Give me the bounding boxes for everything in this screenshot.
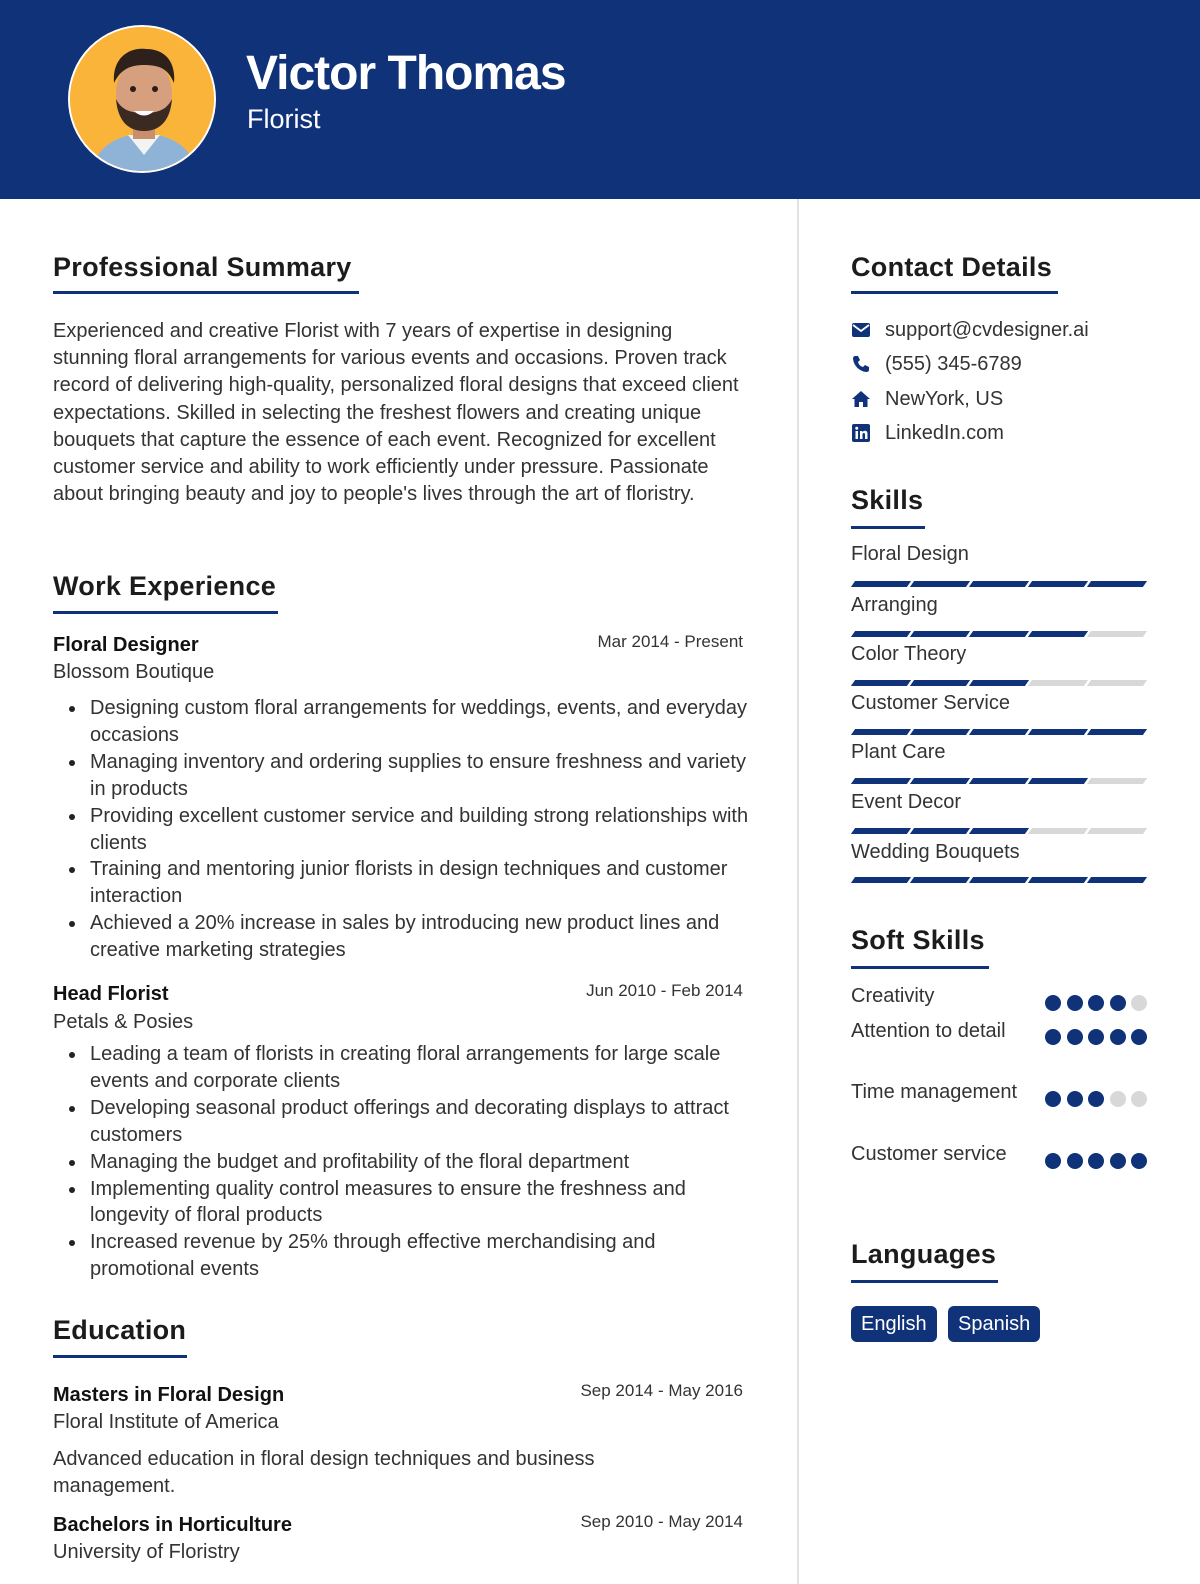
contact-text: NewYork, US <box>885 387 1004 410</box>
list-item: Managing inventory and ordering supplies to ensure freshness and variety in products <box>90 749 750 803</box>
list-item: Increased revenue by 25% through effective merchandising and promotional events <box>90 1229 750 1283</box>
job-company: Petals & Posies <box>53 1011 194 1033</box>
rating-dot <box>1110 1029 1126 1045</box>
skill-level-segment <box>1028 877 1088 883</box>
skill-name: Customer Service <box>851 692 1010 714</box>
rating-dot <box>1067 1091 1083 1107</box>
skill-level-segment <box>1028 729 1088 735</box>
column-divider <box>797 199 799 1584</box>
degree-title: Masters in Floral Design <box>53 1384 285 1406</box>
skill-name: Floral Design <box>851 543 969 565</box>
list-item: Providing excellent customer service and building strong relationships with clients <box>90 803 750 857</box>
soft-skill-rating <box>1045 1153 1155 1169</box>
candidate-role: Florist <box>247 104 321 134</box>
soft-skill-rating <box>1045 995 1155 1011</box>
rating-dot <box>1045 1091 1061 1107</box>
language-badge-english: English <box>851 1306 937 1342</box>
list-item: Training and mentoring junior florists in design techniques and customer interaction <box>90 856 750 910</box>
skill-level-segment <box>910 828 970 834</box>
language-badge-spanish: Spanish <box>948 1306 1040 1342</box>
job-title: Floral Designer <box>53 634 199 656</box>
school-name: Floral Institute of America <box>53 1411 279 1433</box>
skill-level-segment <box>910 729 970 735</box>
contact-text: support@cvdesigner.ai <box>885 318 1089 341</box>
soft-skill-rating <box>1045 1091 1155 1107</box>
list-item: Implementing quality control measures to ensure the freshness and longevity of floral products <box>90 1176 750 1230</box>
skill-level-segment <box>969 631 1029 637</box>
skill-level-segment <box>1087 729 1147 735</box>
education-dates: Sep 2014 - May 2016 <box>580 1381 743 1400</box>
contact-text: LinkedIn.com <box>885 421 1004 444</box>
skill-name: Plant Care <box>851 741 946 763</box>
skills-heading: Skills <box>851 485 924 515</box>
rating-dot <box>1110 1153 1126 1169</box>
job-company: Blossom Boutique <box>53 661 215 683</box>
skill-name: Arranging <box>851 594 938 616</box>
education-heading: Education <box>53 1315 187 1345</box>
rating-dot <box>1131 1153 1147 1169</box>
job-bullets <box>90 1041 750 1283</box>
contact-heading: Contact Details <box>851 252 1053 282</box>
skill-level-segment <box>1028 581 1088 587</box>
skill-name: Color Theory <box>851 643 967 665</box>
rating-dot <box>1131 1029 1147 1045</box>
rating-dot <box>1088 1153 1104 1169</box>
skill-level-segment <box>851 581 911 587</box>
skill-level-segment <box>910 631 970 637</box>
contact-underline <box>851 291 1058 294</box>
rating-dot <box>1131 1091 1147 1107</box>
resume-header <box>0 0 1200 199</box>
candidate-name: Victor Thomas <box>246 47 566 100</box>
skill-level-segment <box>1087 581 1147 587</box>
education-description: Advanced education in floral design techniques and business management. <box>53 1448 595 1497</box>
skill-level-bar <box>851 581 1147 587</box>
languages-heading: Languages <box>851 1239 997 1269</box>
rating-dot <box>1088 1091 1104 1107</box>
person-photo-icon <box>70 27 216 173</box>
skill-level-segment <box>1087 828 1147 834</box>
skill-level-segment <box>969 581 1029 587</box>
contact-text: (555) 345-6789 <box>885 352 1022 375</box>
rating-dot <box>1045 1153 1061 1169</box>
job-title: Head Florist <box>53 983 169 1005</box>
experience-heading: Work Experience <box>53 571 277 601</box>
job-bullets <box>90 695 750 964</box>
list-item: Developing seasonal product offerings and decorating displays to attract customers <box>90 1095 750 1149</box>
rating-dot <box>1045 995 1061 1011</box>
rating-dot <box>1067 1153 1083 1169</box>
education-underline <box>53 1355 187 1358</box>
skill-level-segment <box>1028 828 1088 834</box>
rating-dot <box>1067 995 1083 1011</box>
skill-level-segment <box>969 680 1029 686</box>
avatar <box>68 25 216 173</box>
soft-skills-heading: Soft Skills <box>851 925 985 955</box>
rating-dot <box>1131 995 1147 1011</box>
skill-level-segment <box>851 631 911 637</box>
skill-level-bar <box>851 680 1147 686</box>
summary-heading: Professional Summary <box>53 252 352 282</box>
skill-name: Wedding Bouquets <box>851 841 1020 863</box>
skill-level-segment <box>851 729 911 735</box>
skill-level-bar <box>851 877 1147 883</box>
skill-level-segment <box>1087 877 1147 883</box>
skill-level-segment <box>969 778 1029 784</box>
skill-level-segment <box>969 877 1029 883</box>
skill-level-segment <box>1087 680 1147 686</box>
skill-level-bar <box>851 828 1147 834</box>
list-item: Managing the budget and profitability of the floral department <box>90 1149 750 1176</box>
skill-level-segment <box>1028 631 1088 637</box>
soft-skill-name: Customer service <box>851 1143 1007 1165</box>
skill-level-segment <box>851 680 911 686</box>
list-item: Designing custom floral arrangements for weddings, events, and everyday occasions <box>90 695 750 749</box>
summary-underline <box>53 291 359 294</box>
skill-level-segment <box>1087 631 1147 637</box>
envelope-icon <box>851 320 871 340</box>
contact-location <box>851 387 1003 411</box>
job-dates: Mar 2014 - Present <box>597 632 743 651</box>
skills-underline <box>851 526 925 529</box>
skill-level-bar <box>851 729 1147 735</box>
list-item: Leading a team of florists in creating floral arrangements for large scale events and corporate clients <box>90 1041 750 1095</box>
list-item: Achieved a 20% increase in sales by introducing new product lines and creative marketing strategies <box>90 910 750 964</box>
summary-text: Experienced and creative Florist with 7 years of expertise in designing stunning floral arrangements for various events and occasions. Proven track record of delivering high-quality, personalized floral designs that exceed client expectations. Skilled in selecting the freshest flowers and creating unique bouquets that capture the essence of each event. Recognized for excellent customer service and ability to work efficiently under pressure. Passionate about bringing beauty and joy to people's lives through the art of floristry. <box>53 320 739 506</box>
skill-level-segment <box>910 581 970 587</box>
skill-level-segment <box>1028 680 1088 686</box>
contact-phone[interactable] <box>851 352 1022 376</box>
rating-dot <box>1045 1029 1061 1045</box>
experience-underline <box>53 611 278 614</box>
skill-level-bar <box>851 631 1147 637</box>
home-icon <box>851 389 871 409</box>
rating-dot <box>1110 995 1126 1011</box>
skill-level-segment <box>851 778 911 784</box>
skill-level-segment <box>910 680 970 686</box>
skill-level-bar <box>851 778 1147 784</box>
skill-level-segment <box>851 877 911 883</box>
skill-level-segment <box>1087 778 1147 784</box>
skill-level-segment <box>910 778 970 784</box>
rating-dot <box>1088 1029 1104 1045</box>
rating-dot <box>1067 1029 1083 1045</box>
rating-dot <box>1110 1091 1126 1107</box>
degree-title: Bachelors in Horticulture <box>53 1514 292 1536</box>
phone-icon <box>851 354 871 374</box>
skill-name: Event Decor <box>851 791 962 813</box>
soft-skill-name: Time management <box>851 1081 1017 1103</box>
contact-linkedin[interactable] <box>851 421 1004 445</box>
languages-underline <box>851 1280 998 1283</box>
soft-skill-name: Creativity <box>851 985 935 1007</box>
soft-skill-name: Attention to detail <box>851 1020 1006 1042</box>
linkedin-icon <box>851 423 871 443</box>
school-name: University of Floristry <box>53 1541 240 1563</box>
skill-level-segment <box>1028 778 1088 784</box>
skill-level-segment <box>910 877 970 883</box>
skill-level-segment <box>969 828 1029 834</box>
skill-level-segment <box>851 828 911 834</box>
skill-level-segment <box>969 729 1029 735</box>
education-dates: Sep 2010 - May 2014 <box>580 1512 743 1531</box>
job-dates: Jun 2010 - Feb 2014 <box>586 981 743 1000</box>
rating-dot <box>1088 995 1104 1011</box>
soft-skills-underline <box>851 966 989 969</box>
soft-skill-rating <box>1045 1029 1155 1045</box>
contact-email[interactable] <box>851 318 1089 342</box>
